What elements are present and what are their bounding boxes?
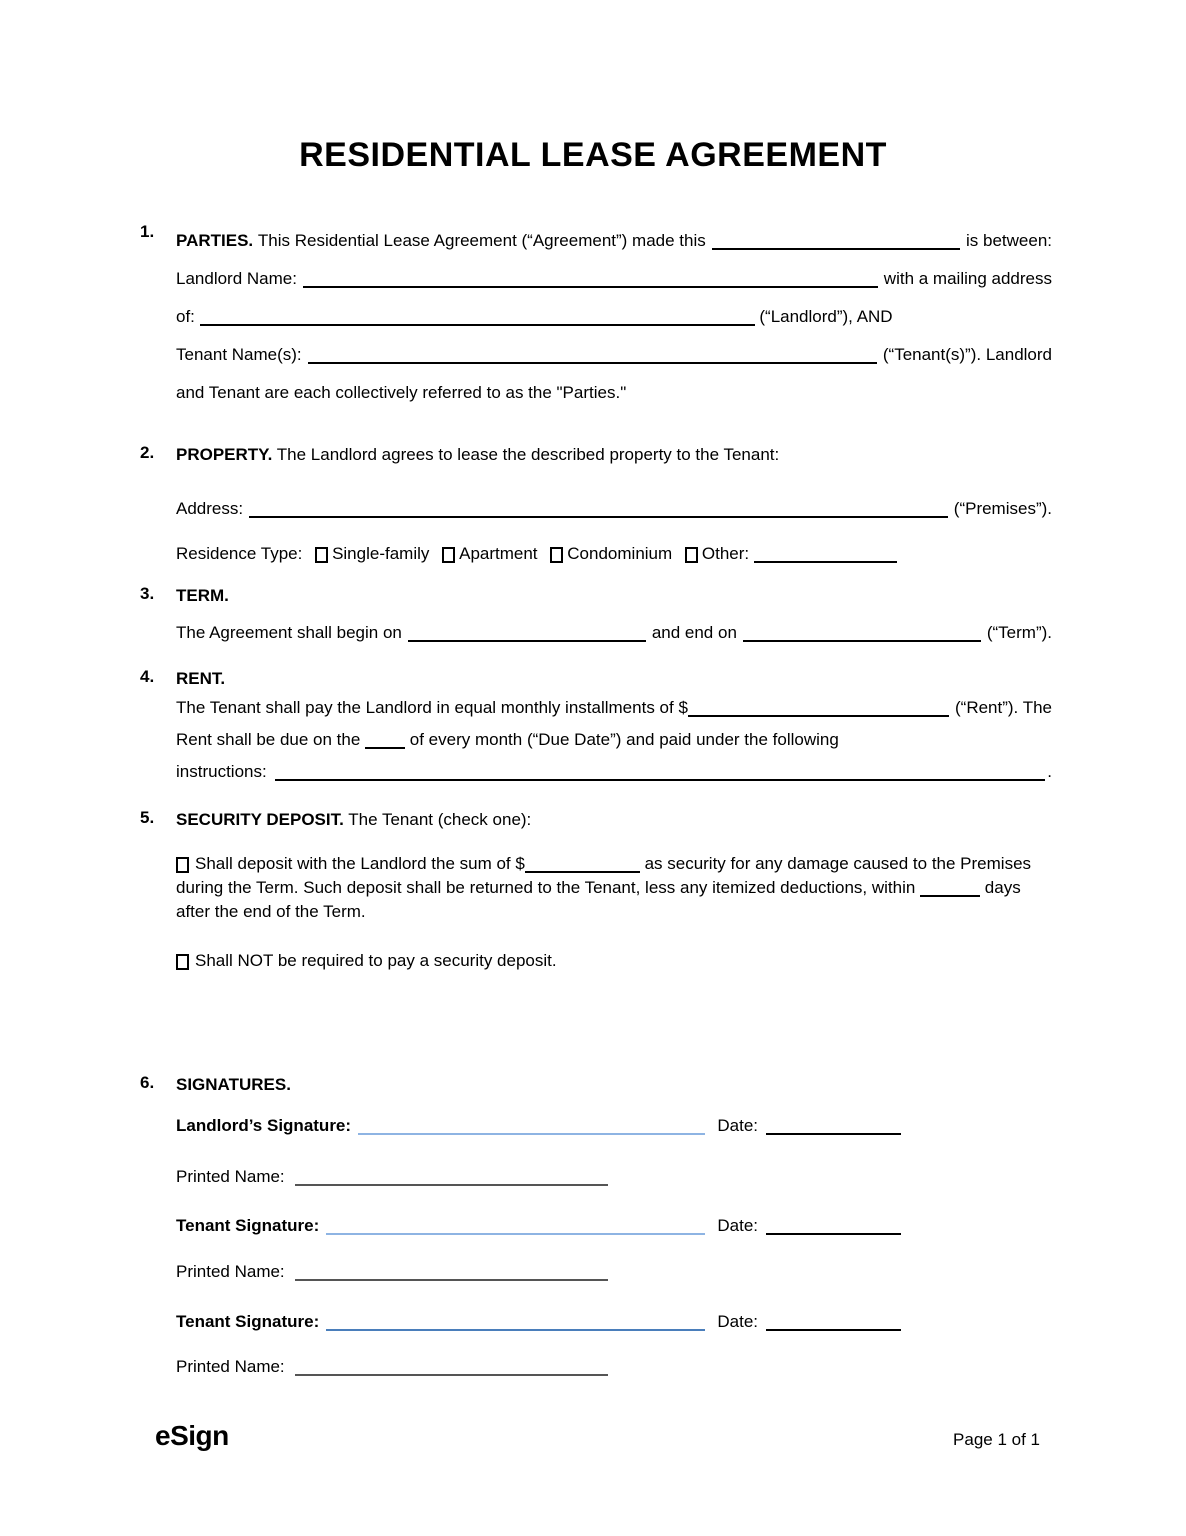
- tenant-name-suffix: (“Tenant(s)”). Landlord: [882, 345, 1052, 364]
- rent-line-3: [176, 756, 1052, 788]
- date-label: Date:: [717, 1312, 758, 1331]
- option-condominium-label: Condominium: [567, 544, 673, 563]
- instructions-period: .: [1047, 762, 1052, 781]
- section-heading: PROPERTY.: [176, 445, 273, 464]
- term-line: [176, 621, 1052, 645]
- due-day-blank[interactable]: [365, 736, 405, 749]
- landlord-address-suffix: (“Landlord”), AND: [759, 307, 893, 326]
- landlord-address-label: of:: [176, 307, 195, 326]
- rent-amount-text: The Tenant shall pay the Landlord in equal monthly installments of $: [176, 698, 688, 717]
- page-indicator: Page 1 of 1: [953, 1430, 1040, 1449]
- section-heading: SIGNATURES.: [176, 1075, 291, 1094]
- rent-line-1: [176, 692, 1052, 724]
- landlord-name-blank[interactable]: [303, 275, 878, 288]
- checkbox-single-family[interactable]: [315, 547, 328, 563]
- tenant2-printed-name-field[interactable]: [295, 1363, 608, 1376]
- tenant1-printed-name-field[interactable]: [295, 1268, 608, 1281]
- property-intro-text: The Landlord agrees to lease the described property to the Tenant:: [276, 445, 780, 464]
- document-body: [140, 222, 1052, 1379]
- security-deposit-intro: The Tenant (check one):: [348, 810, 532, 829]
- section-property: [140, 443, 1052, 566]
- section-heading: PARTIES.: [176, 231, 254, 250]
- landlord-name-label: Landlord Name:: [176, 269, 297, 288]
- printed-name-label: Printed Name:: [176, 1167, 285, 1186]
- deposit-option-required: [176, 852, 1052, 924]
- residence-type-line: [176, 542, 1052, 566]
- section-rent: [140, 667, 1052, 788]
- landlord-printed-name-field[interactable]: [295, 1173, 608, 1186]
- rent-amount-blank[interactable]: [688, 704, 949, 717]
- no-deposit-option-text: Shall NOT be required to pay a security deposit.: [195, 951, 557, 970]
- rent-due-suffix: of every month (“Due Date”) and paid under the following: [409, 730, 839, 749]
- tenant-names-blank[interactable]: [308, 351, 877, 364]
- tenant2-signature-label: Tenant Signature:: [176, 1312, 320, 1331]
- residence-type-label: Residence Type:: [176, 544, 303, 563]
- section-number: 4.: [140, 667, 155, 686]
- date-label: Date:: [717, 1216, 758, 1235]
- landlord-printed-name-row: [176, 1165, 1052, 1189]
- parties-closing-text: and Tenant are each collectively referred to as the "Parties.": [176, 383, 627, 402]
- term-begin-text: The Agreement shall begin on: [176, 623, 402, 642]
- checkbox-condominium[interactable]: [550, 547, 563, 563]
- section-parties: [140, 222, 1052, 412]
- landlord-address-line: [176, 298, 1052, 336]
- payment-instructions-blank[interactable]: [275, 768, 1046, 781]
- landlord-date-field[interactable]: [766, 1122, 901, 1135]
- parties-intro-text: This Residential Lease Agreement (“Agreement”) made this: [257, 231, 706, 250]
- section-number: 5.: [140, 808, 155, 827]
- landlord-signature-field[interactable]: [358, 1122, 705, 1135]
- checkbox-no-deposit[interactable]: [176, 954, 189, 970]
- other-residence-blank[interactable]: [754, 550, 897, 563]
- security-deposit-heading-line: [176, 808, 1052, 832]
- property-address-suffix: (“Premises”).: [953, 499, 1052, 518]
- section-heading: SECURITY DEPOSIT.: [176, 810, 344, 829]
- document-title: RESIDENTIAL LEASE AGREEMENT: [299, 136, 887, 174]
- landlord-signature-label: Landlord’s Signature:: [176, 1116, 352, 1135]
- landlord-address-blank[interactable]: [200, 313, 755, 326]
- property-address-blank[interactable]: [249, 505, 948, 518]
- term-end-date-blank[interactable]: [743, 629, 981, 642]
- instructions-label: instructions:: [176, 762, 267, 781]
- rent-amount-suffix: (“Rent”). The: [955, 698, 1052, 717]
- section-number: 6.: [140, 1073, 155, 1092]
- option-other-label: Other:: [701, 544, 750, 563]
- section-security-deposit: [140, 808, 1052, 973]
- tenant1-date-field[interactable]: [766, 1222, 901, 1235]
- section-term: [140, 584, 1052, 645]
- section-number: 1.: [140, 222, 155, 241]
- tenant1-signature-row: [176, 1214, 901, 1238]
- tenant1-signature-field[interactable]: [326, 1222, 705, 1235]
- section-heading: RENT.: [176, 669, 226, 688]
- printed-name-label: Printed Name:: [176, 1357, 285, 1376]
- section-number: 2.: [140, 443, 155, 462]
- deposit-option-text-pre: Shall deposit with the Landlord the sum of $: [195, 854, 525, 873]
- deposit-option-text-mid: as security for any damage caused to the Premises during the Term. Such deposit shall be returned to the Tenant, less any itemized deductions, within: [176, 854, 1032, 897]
- deposit-option-text-post: days after the end of the Term.: [176, 878, 1021, 921]
- rent-due-text: Rent shall be due on the: [176, 730, 361, 749]
- tenant2-date-field[interactable]: [766, 1318, 901, 1331]
- section-signatures: [140, 1073, 1052, 1379]
- option-apartment-label: Apartment: [459, 544, 538, 563]
- esign-logo: eSign: [155, 1420, 229, 1451]
- tenant1-signature-label: Tenant Signature:: [176, 1216, 320, 1235]
- page-footer: [155, 1420, 1040, 1452]
- term-middle-text: and end on: [651, 623, 737, 642]
- property-address-label: Address:: [176, 499, 244, 518]
- property-heading-line: [176, 443, 1052, 467]
- tenant1-printed-name-row: [176, 1260, 1052, 1284]
- landlord-name-line: [176, 260, 1052, 298]
- property-address-line: [176, 497, 1052, 521]
- tenant2-signature-field[interactable]: [326, 1318, 705, 1331]
- section-number: 3.: [140, 584, 155, 603]
- parties-line-1: [176, 222, 1052, 260]
- deposit-option-not-required: [176, 949, 1052, 973]
- checkbox-other[interactable]: [685, 547, 698, 563]
- printed-name-label: Printed Name:: [176, 1262, 285, 1281]
- tenant-name-line: [176, 336, 1052, 374]
- checkbox-deposit-required[interactable]: [176, 857, 189, 873]
- landlord-signature-row: [176, 1114, 901, 1138]
- section-heading: TERM.: [176, 586, 229, 605]
- date-label: Date:: [717, 1116, 758, 1135]
- checkbox-apartment[interactable]: [442, 547, 455, 563]
- tenant-name-label: Tenant Name(s):: [176, 345, 302, 364]
- deposit-return-days-blank[interactable]: [920, 884, 980, 897]
- tenant2-printed-name-row: [176, 1355, 1052, 1379]
- option-single-family-label: Single-family: [332, 544, 430, 563]
- parties-intro-suffix: is between:: [966, 231, 1052, 250]
- term-start-date-blank[interactable]: [408, 629, 646, 642]
- rent-line-2: [176, 724, 1052, 756]
- deposit-amount-blank[interactable]: [525, 860, 640, 873]
- landlord-name-suffix: with a mailing address: [883, 269, 1052, 288]
- term-end-text: (“Term”).: [986, 623, 1052, 642]
- agreement-date-blank[interactable]: [712, 237, 960, 250]
- tenant2-signature-row: [176, 1310, 901, 1334]
